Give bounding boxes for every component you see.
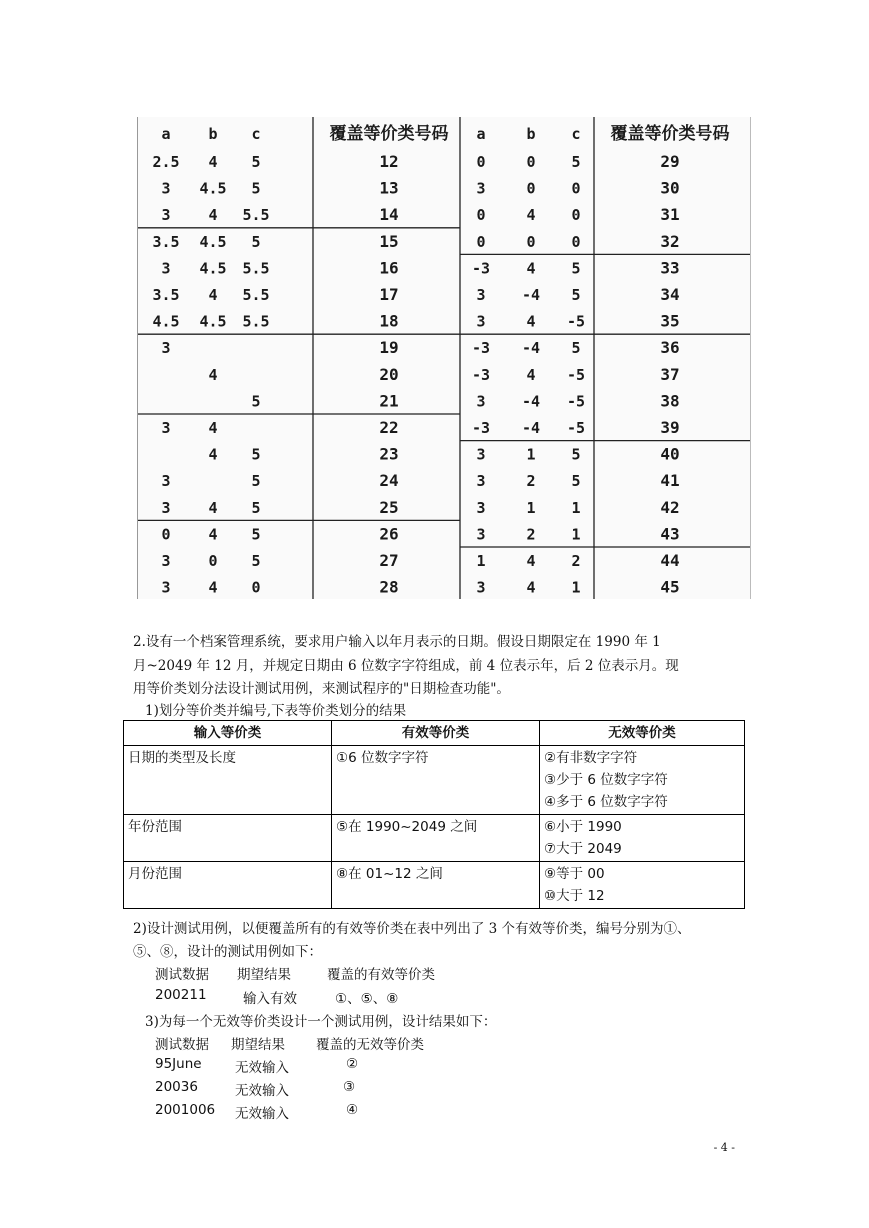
right-cell: 0 bbox=[571, 232, 581, 251]
left-cell: 3.5 bbox=[152, 286, 180, 304]
equivalence-class-table bbox=[123, 720, 745, 909]
input-class-cell: 日期的类型及长度 bbox=[124, 746, 332, 815]
right-cell: 0 bbox=[526, 153, 536, 171]
step3-test-result: 无效输入 bbox=[235, 1083, 289, 1099]
left-cell: 3.5 bbox=[152, 232, 180, 251]
right-cell: 1 bbox=[526, 498, 536, 517]
right-cell: 5 bbox=[571, 259, 581, 278]
step2-header-class: 覆盖的有效等价类 bbox=[327, 967, 435, 983]
right-cell: -3 bbox=[471, 259, 491, 278]
right-cell: 3 bbox=[476, 392, 486, 411]
right-cell: 5 bbox=[571, 153, 581, 171]
right-cell: 31 bbox=[660, 205, 680, 225]
invalid-item: ⑩大于 12 bbox=[544, 888, 605, 904]
invalid-class-cell bbox=[540, 862, 745, 909]
left-cell: 14 bbox=[379, 205, 399, 225]
right-cell: 0 bbox=[476, 206, 486, 225]
para-line-3: 用等价类划分法设计测试用例，来测试程序的"日期检查功能"。 bbox=[133, 681, 510, 697]
right-cell: 29 bbox=[660, 152, 680, 171]
left-cell: 5 bbox=[251, 525, 261, 544]
input-class-cell: 年份范围 bbox=[124, 815, 332, 862]
right-cell: 34 bbox=[660, 285, 680, 304]
step3-test-class: ④ bbox=[346, 1102, 359, 1118]
left-cell: 23 bbox=[379, 444, 399, 464]
left-cell: 3 bbox=[161, 206, 171, 225]
table-row bbox=[124, 746, 745, 815]
input-class-cell: 月份范围 bbox=[124, 862, 332, 909]
left-cell: 5.5 bbox=[242, 286, 270, 304]
step2-line-1: 2)设计测试用例，以便覆盖所有的有效等价类在表中列出了 3 个有效等价类，编号分别为①、 bbox=[133, 921, 691, 937]
right-cell: -3 bbox=[471, 419, 491, 437]
page-number: - 4 - bbox=[713, 1141, 735, 1154]
step3-test-data: 95June bbox=[155, 1056, 202, 1072]
left-cell: 3 bbox=[161, 259, 171, 278]
right-cell: 3 bbox=[476, 179, 486, 198]
left-cell: 5 bbox=[251, 179, 261, 198]
right-cell: 1 bbox=[526, 445, 536, 464]
left-cell: 27 bbox=[379, 551, 399, 570]
step2-test-data: 200211 bbox=[155, 987, 207, 1003]
left-cell: 2.5 bbox=[152, 153, 180, 171]
right-cell: 3 bbox=[476, 578, 486, 597]
left-header: b bbox=[208, 125, 218, 143]
left-cell: 4 bbox=[208, 578, 218, 597]
right-cell: 1 bbox=[571, 498, 581, 517]
right-cell: 0 bbox=[476, 232, 486, 251]
step3-header-data: 测试数据 bbox=[155, 1037, 209, 1053]
right-header: 覆盖等价类号码 bbox=[610, 124, 730, 144]
left-cell: 17 bbox=[379, 285, 399, 304]
left-cell: 3 bbox=[161, 552, 171, 570]
left-cell: 3 bbox=[161, 578, 171, 597]
left-cell: 19 bbox=[379, 338, 399, 358]
step3-header-result: 期望结果 bbox=[231, 1037, 285, 1053]
right-cell: 3 bbox=[476, 472, 486, 491]
left-cell: 5 bbox=[251, 472, 261, 491]
right-cell: 0 bbox=[526, 179, 536, 198]
left-cell: 4.5 bbox=[199, 312, 227, 331]
right-cell: 1 bbox=[476, 552, 486, 570]
right-cell: 0 bbox=[571, 179, 581, 198]
table-row bbox=[124, 815, 745, 862]
left-cell: 26 bbox=[379, 524, 399, 544]
right-cell: 4 bbox=[526, 206, 536, 225]
right-cell: 35 bbox=[660, 311, 680, 331]
right-cell: -4 bbox=[521, 392, 541, 411]
right-cell: 45 bbox=[660, 577, 680, 597]
right-cell: 5 bbox=[571, 286, 581, 304]
right-cell: 5 bbox=[571, 339, 581, 358]
step2-test-result: 输入有效 bbox=[243, 991, 297, 1007]
right-cell: -5 bbox=[566, 419, 586, 437]
invalid-item: ⑨等于 00 bbox=[544, 866, 605, 882]
invalid-item: ②有非数字字符 bbox=[544, 750, 638, 766]
right-cell: -5 bbox=[566, 312, 586, 331]
right-cell: 3 bbox=[476, 525, 486, 544]
left-cell: 3 bbox=[161, 472, 171, 491]
step2-header-result: 期望结果 bbox=[237, 967, 291, 983]
step3-test-data: 20036 bbox=[155, 1079, 198, 1095]
right-cell: 4 bbox=[526, 552, 536, 570]
right-cell: 41 bbox=[660, 471, 680, 491]
col-invalid-class: 无效等价类 bbox=[540, 721, 745, 746]
left-cell: 4 bbox=[208, 365, 218, 384]
right-cell: 38 bbox=[660, 391, 680, 411]
scanned-test-case-table bbox=[137, 117, 751, 599]
left-cell: 3 bbox=[161, 419, 171, 437]
right-cell: 3 bbox=[476, 286, 486, 304]
left-header: c bbox=[251, 125, 261, 143]
step3-test-result: 无效输入 bbox=[235, 1106, 289, 1122]
left-cell: 22 bbox=[379, 418, 399, 437]
left-cell: 5 bbox=[251, 153, 261, 171]
left-cell: 4.5 bbox=[199, 179, 227, 198]
valid-class-cell: ⑧在 01~12 之间 bbox=[332, 862, 540, 909]
right-cell: -5 bbox=[566, 365, 586, 384]
right-cell: 33 bbox=[660, 258, 680, 278]
right-cell: -4 bbox=[521, 339, 541, 358]
right-cell: 30 bbox=[660, 178, 680, 198]
right-cell: 2 bbox=[571, 552, 581, 570]
left-cell: 0 bbox=[161, 525, 171, 544]
left-cell: 4.5 bbox=[152, 312, 180, 331]
left-cell: 16 bbox=[379, 258, 399, 278]
left-cell: 4 bbox=[208, 445, 218, 464]
left-cell: 5.5 bbox=[242, 259, 270, 278]
right-cell: 42 bbox=[660, 497, 680, 517]
left-cell: 20 bbox=[379, 364, 399, 384]
para-line-2: 月~2049 年 12 月，并规定日期由 6 位数字字符组成，前 4 位表示年，后 2 位表示月。现 bbox=[133, 658, 679, 674]
right-cell: 4 bbox=[526, 365, 536, 384]
valid-class-cell: ①6 位数字字符 bbox=[332, 746, 540, 815]
right-cell: 4 bbox=[526, 312, 536, 331]
left-cell: 4 bbox=[208, 206, 218, 225]
right-cell: 1 bbox=[571, 525, 581, 544]
left-cell: 12 bbox=[379, 152, 399, 171]
invalid-item: ⑦大于 2049 bbox=[544, 841, 622, 857]
left-cell: 5.5 bbox=[242, 312, 270, 331]
table-row bbox=[124, 862, 745, 909]
step2-header-data: 测试数据 bbox=[155, 967, 209, 983]
right-cell: 3 bbox=[476, 312, 486, 331]
right-header: a bbox=[476, 125, 486, 143]
right-cell: 1 bbox=[571, 578, 581, 597]
left-header: 覆盖等价类号码 bbox=[329, 124, 449, 144]
left-cell: 4 bbox=[208, 498, 218, 517]
right-cell: 39 bbox=[660, 418, 680, 437]
step3-test-class: ③ bbox=[343, 1079, 356, 1095]
step3-test-data: 2001006 bbox=[155, 1102, 216, 1118]
left-cell: 5.5 bbox=[242, 206, 270, 225]
left-cell: 3 bbox=[161, 339, 171, 358]
right-cell: 2 bbox=[526, 472, 536, 491]
right-cell: -4 bbox=[521, 286, 541, 304]
invalid-item: ④多于 6 位数字字符 bbox=[544, 794, 668, 810]
left-cell: 24 bbox=[379, 471, 399, 491]
right-cell: 43 bbox=[660, 524, 680, 544]
right-cell: -3 bbox=[471, 339, 491, 358]
right-header: c bbox=[571, 125, 581, 143]
step3-header-class: 覆盖的无效等价类 bbox=[316, 1037, 424, 1053]
invalid-item: ③少于 6 位数字字符 bbox=[544, 772, 668, 788]
right-cell: 36 bbox=[660, 338, 680, 358]
right-cell: 2 bbox=[526, 525, 536, 544]
left-cell: 3 bbox=[161, 179, 171, 198]
left-cell: 5 bbox=[251, 232, 261, 251]
left-cell: 5 bbox=[251, 498, 261, 517]
left-cell: 5 bbox=[251, 392, 261, 411]
right-cell: 40 bbox=[660, 444, 680, 464]
left-cell: 4 bbox=[208, 525, 218, 544]
step3-test-result: 无效输入 bbox=[235, 1060, 289, 1076]
step3-line-1: 3)为每一个无效等价类设计一个测试用例，设计结果如下： bbox=[145, 1014, 497, 1030]
right-cell: 3 bbox=[476, 445, 486, 464]
step2-test-class: ①、⑤、⑧ bbox=[335, 991, 399, 1007]
left-cell: 0 bbox=[251, 578, 261, 597]
step1-heading: 1)划分等价类并编号,下表等价类划分的结果 bbox=[145, 703, 407, 719]
left-cell: 4 bbox=[208, 286, 218, 304]
left-cell: 15 bbox=[379, 231, 399, 251]
left-cell: 5 bbox=[251, 552, 261, 570]
right-cell: 0 bbox=[476, 153, 486, 171]
right-cell: 3 bbox=[476, 498, 486, 517]
step3-test-class: ② bbox=[346, 1056, 359, 1072]
right-cell: 37 bbox=[660, 364, 680, 384]
right-cell: -3 bbox=[471, 365, 491, 384]
step2-line-2: ⑤、⑧，设计的测试用例如下： bbox=[133, 944, 322, 960]
right-cell: 0 bbox=[526, 232, 536, 251]
left-cell: 4 bbox=[208, 419, 218, 437]
left-cell: 0 bbox=[208, 552, 218, 570]
valid-class-cell: ⑤在 1990~2049 之间 bbox=[332, 815, 540, 862]
right-cell: -5 bbox=[566, 392, 586, 411]
right-cell: 0 bbox=[571, 206, 581, 225]
invalid-item: ⑥小于 1990 bbox=[544, 819, 622, 835]
left-cell: 4.5 bbox=[199, 259, 227, 278]
col-input-class: 输入等价类 bbox=[124, 721, 332, 746]
right-cell: 5 bbox=[571, 472, 581, 491]
left-cell: 28 bbox=[379, 577, 399, 597]
right-header: b bbox=[526, 125, 536, 143]
left-cell: 4.5 bbox=[199, 232, 227, 251]
right-cell: 32 bbox=[660, 231, 680, 251]
left-cell: 18 bbox=[379, 311, 399, 331]
left-cell: 21 bbox=[379, 391, 399, 411]
scanned-table-svg bbox=[138, 117, 750, 599]
left-cell: 3 bbox=[161, 498, 171, 517]
para-line-1: 2.设有一个档案管理系统，要求用户输入以年月表示的日期。假设日期限定在 1990 年 1 bbox=[133, 634, 661, 650]
right-cell: -4 bbox=[521, 419, 541, 437]
right-cell: 5 bbox=[571, 445, 581, 464]
invalid-class-cell bbox=[540, 746, 745, 815]
left-cell: 13 bbox=[379, 178, 399, 198]
invalid-class-cell bbox=[540, 815, 745, 862]
left-cell: 5 bbox=[251, 445, 261, 464]
left-header: a bbox=[161, 125, 171, 143]
right-cell: 44 bbox=[660, 551, 680, 570]
left-cell: 4 bbox=[208, 153, 218, 171]
col-valid-class: 有效等价类 bbox=[332, 721, 540, 746]
left-cell: 25 bbox=[379, 497, 399, 517]
right-cell: 4 bbox=[526, 578, 536, 597]
right-cell: 4 bbox=[526, 259, 536, 278]
